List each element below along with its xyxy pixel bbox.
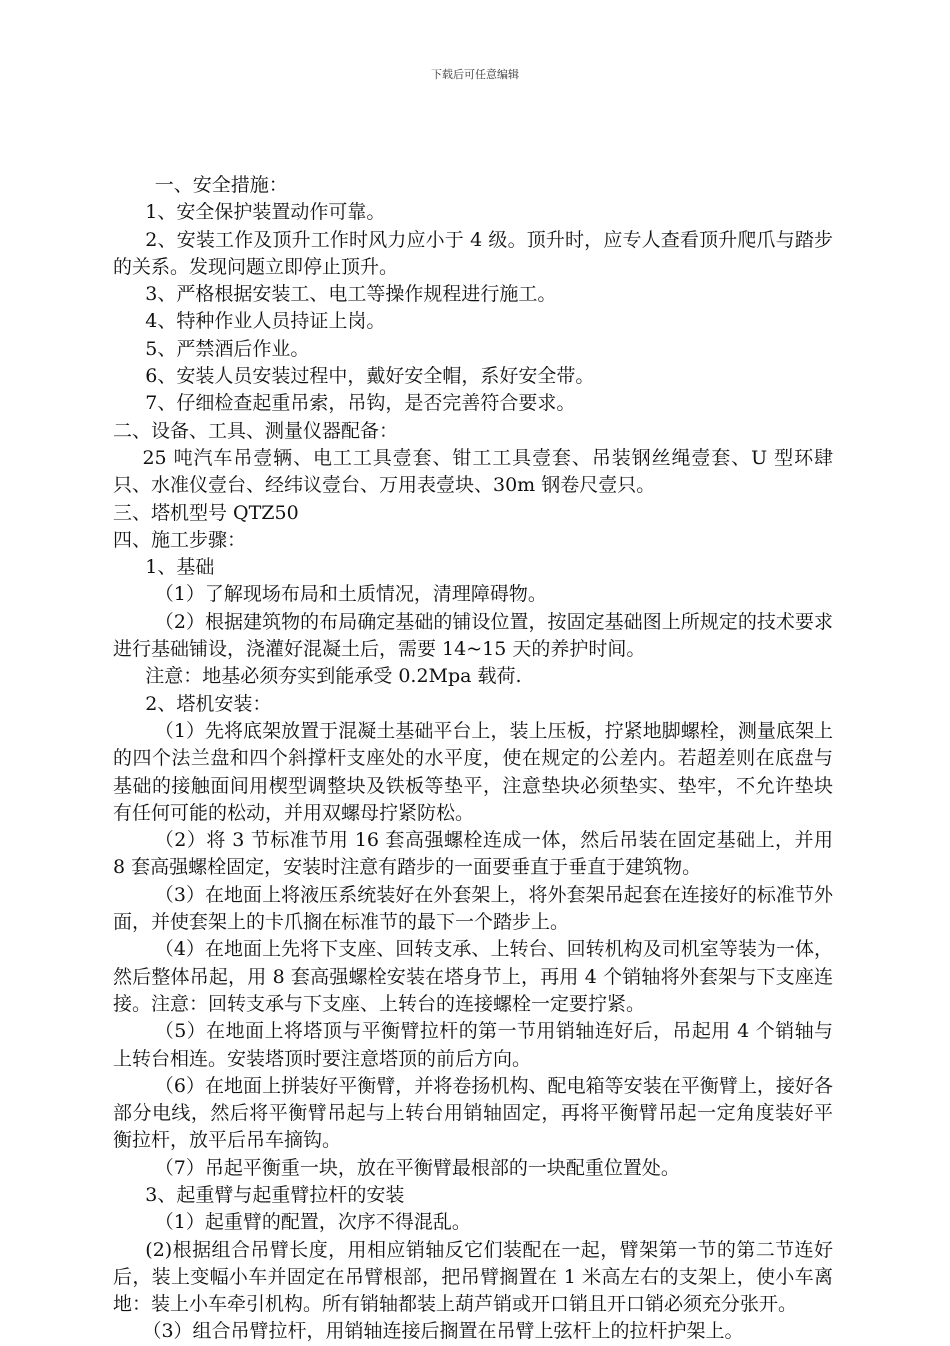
paragraph: （3）在地面上将液压系统装好在外套架上，将外套架吊起套在连接好的标准节外面，并使套架上的卡爪搁在标准节的最下一个踏步上。 <box>113 883 833 934</box>
paragraph: （6）在地面上拼装好平衡臂，并将卷扬机构、配电箱等安装在平衡臂上，接好各部分电线，然后将平衡臂吊起与上转台用销轴固定，再将平衡臂吊起一定角度装好平衡拉杆，放平后吊车摘钩。 <box>113 1074 833 1152</box>
paragraph: 2、安装工作及顶升工作时风力应小于 4 级。顶升时，应专人查看顶升爬爪与踏步的关系。发现问题立即停止顶升。 <box>113 228 833 278</box>
paragraph: （7）吊起平衡重一块，放在平衡臂最根部的一块配重位置处。 <box>154 1156 680 1179</box>
paragraph: 1、基础 <box>145 556 215 579</box>
paragraph: （4）在地面上先将下支座、回转支承、上转台、回转机构及司机室等装为一体，然后整体吊起，用 8 套高强螺栓安装在塔身节上，再用 4 个销轴将外套架与下支座连接。注意：回转支承与下支座、上转台的连接螺栓一定要拧紧。 <box>113 938 833 1015</box>
paragraph: （1）先将底架放置于混凝土基础平台上，装上压板，拧紧地脚螺栓，测量底架上的四个法兰盘和四个斜撑杆支座处的水平度，使在规定的公差内。若超差则在底盘与基础的接触面间用楔型调整块及铁板等垫平，注意垫块必须垫实、垫牢，不允许垫块有任何可能的松动，并用双螺母拧紧防松。 <box>113 719 833 824</box>
paragraph: 25 吨汽车吊壹辆、电工工具壹套、钳工工具壹套、吊装钢丝绳壹套、U 型环肆只、水准仪壹台、经纬议壹台、万用表壹块、30m 钢卷尺壹只。 <box>113 446 833 497</box>
paragraph: (2)根据组合吊臂长度，用相应销轴反它们装配在一起，臂架第一节的第二节连好后，装上变幅小车并固定在吊臂根部，把吊臂搁置在 1 米高左右的支架上，使小车离地：装上小车牵引机构。所有销轴都装上葫芦销或开口销且开口销必须充分张开。 <box>113 1238 833 1316</box>
paragraph: （5）在地面上将塔顶与平衡臂拉杆的第一节用销轴连好后，吊起用 4 个销轴与上转台相连。安装塔顶时要注意塔顶的前后方向。 <box>113 1020 833 1070</box>
paragraph: 2、塔机安装： <box>145 692 272 715</box>
paragraph: 二、设备、工具、测量仪器配备： <box>113 419 399 442</box>
paragraph: （2）将 3 节标准节用 16 套高强螺栓连成一体，然后吊装在固定基础上，并用 8 套高强螺栓固定，安装时注意有踏步的一面要垂直于垂直于建筑物。 <box>113 829 833 879</box>
paragraph: 5、严禁酒后作业。 <box>145 337 310 360</box>
page-header: 下载后可任意编辑 <box>431 68 519 81</box>
paragraph: 4、特种作业人员持证上岗。 <box>145 310 386 333</box>
paragraph: 1、安全保护装置动作可靠。 <box>145 201 386 224</box>
paragraph: （1）了解现场布局和土质情况，清理障碍物。 <box>154 583 547 606</box>
paragraph: 7、仔细检查起重吊索，吊钩，是否完善符合要求。 <box>145 392 576 415</box>
paragraph: 3、严格根据安装工、电工等操作规程进行施工。 <box>145 283 557 306</box>
paragraph: 6、安装人员安装过程中，戴好安全帽，系好安全带。 <box>145 365 595 388</box>
paragraph: 注意：地基必须夯实到能承受 0.2Mpa 载荷. <box>145 665 522 688</box>
paragraph: 四、施工步骤： <box>113 528 247 551</box>
paragraph: 三、塔机型号 QTZ50 <box>113 501 299 524</box>
paragraph: （3）组合吊臂拉杆，用销轴连接后搁置在吊臂上弦杆上的拉杆护架上。 <box>142 1320 744 1343</box>
paragraph: 一、安全措施： <box>154 174 288 196</box>
paragraph: （2）根据建筑物的布局确定基础的铺设位置，按固定基础图上所规定的技术要求进行基础铺设，浇灌好混凝土后，需要 14~15 天的养护时间。 <box>113 610 833 661</box>
paragraph: 3、起重臂与起重臂拉杆的安装 <box>145 1183 405 1206</box>
paragraph: （1）起重臂的配置，次序不得混乱。 <box>154 1211 471 1234</box>
document-body <box>113 172 833 1346</box>
